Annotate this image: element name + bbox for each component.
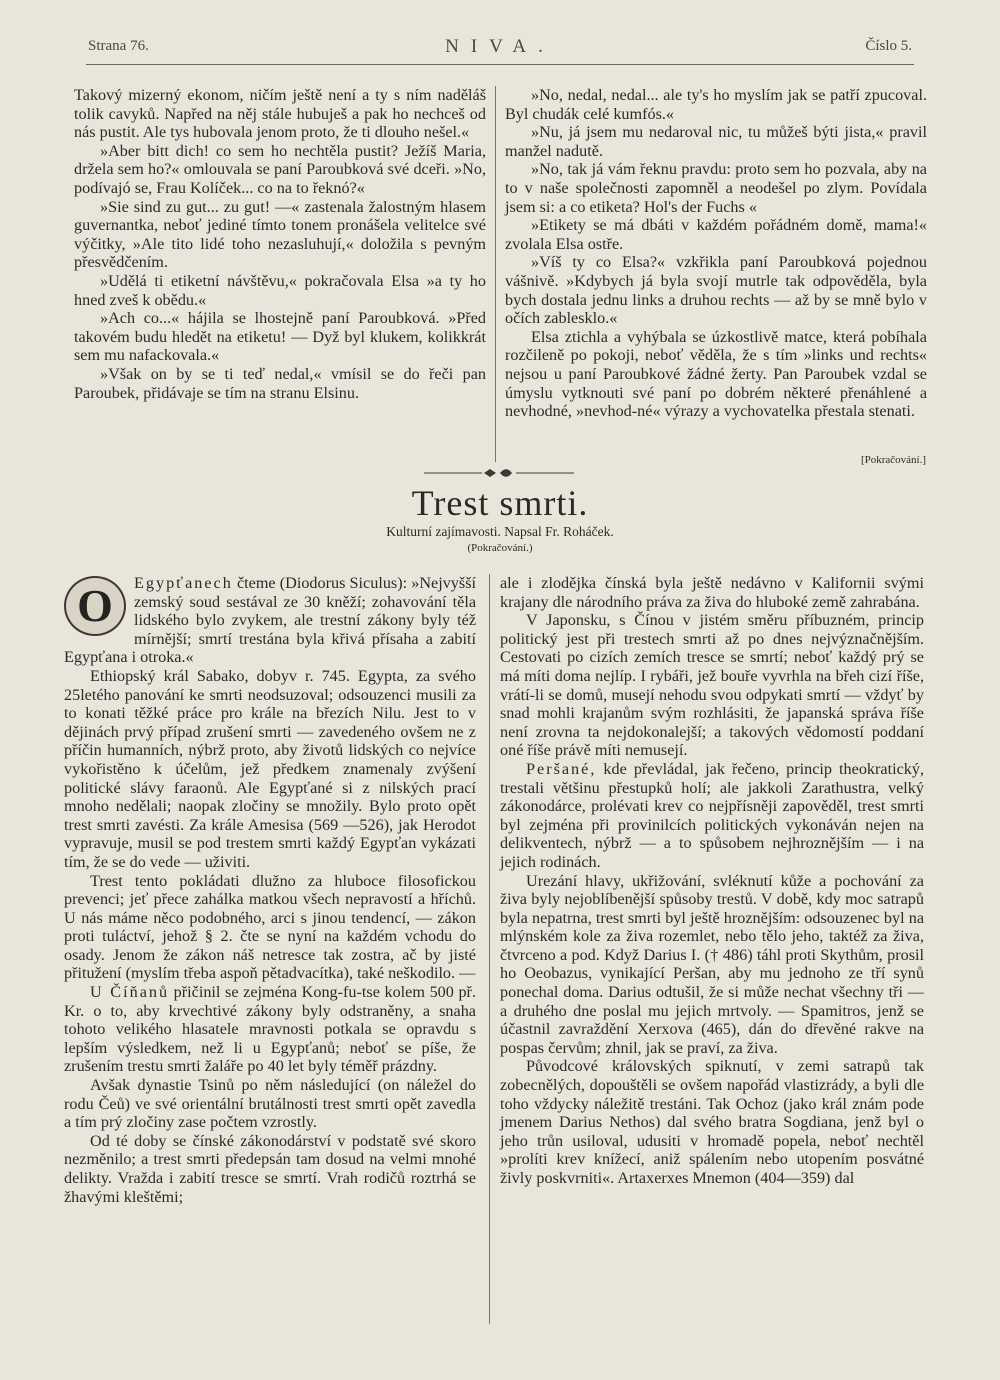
article-paragraph: ale i zlodějka čínská byla ještě nedávno v Kalifornii svými krajany dle národního práva za živa do hluboké země zahrabána. (500, 574, 924, 611)
journal-title: NIVA. (445, 36, 555, 57)
article-paragraph: V Japonsku, s Čínou v jistém směru příbuzném, princip politický jest při trestech smrti až po dnes nejvýznačnějším. Cestovati po cizích zemích tresce se smrtí; neboť každý prý se má míti doma nejlíp. I rybáři, jež bouře vyvrhla na břeh cizí říše, vrátí-li se domů, musejí nehodu svou odpykati smrtí — vždyť by snad mohli krajanům svým rozhlásiti, že japanská správa říše není zrovna ta nejdokonalejší; a takových vědomostí poddaní oné říše právě míti nemusejí. (500, 611, 924, 760)
story-paragraph: »Udělá ti etiketní návštěvu,« pokračovala Elsa »a ty ho hned zveš k obědu.« (74, 271, 486, 309)
column-divider (489, 574, 490, 1324)
page-number: Strana 76. (88, 38, 149, 54)
spaced-term: U Číňanů (90, 983, 170, 1002)
article-subtitle: Kulturní zajímavosti. Napsal Fr. Roháček. (386, 524, 614, 539)
header-rule (86, 64, 914, 65)
paragraph-text: kde převládal, jak řečeno, princip theokratický, trestali většinu přestupků holí; ale jakkoli Zarathustra, velký zákonodárce, prolévati krev co nejpřísněji zapověděl, trest smrti byl zejména při provinilcích politických vykonáván nejen na delikventech, nýbrž — a to spůsobem nejhroznějším — i na jejich rodinách. (500, 759, 924, 871)
first-word: Egypťanech (134, 574, 233, 592)
first-paragraph-text: čteme (Diodorus Siculus): »Nejvyšší zemský soud sestával ze 30 kněží; zohavování těla lidského bylo zvykem, ale trestní zákony byly též mírnější; smrtí trestána byla křivá přísaha a zabití Egypťana i otroka.« (64, 574, 476, 667)
article-column-right (500, 574, 924, 1188)
article-paragraph: Trest tento pokládati dlužno za hluboce filosofickou prevenci; jeť přece zahálka matkou všech nepravostí a hříchů. U nás máme něco podobného, arci s jinou tendencí, — zákon proti tuláctví, jehož § 2. čte se nyní na každém vchodu do osady. Jenom že zákon náš netresce tak zostra, ač by jisté přitužení (myslím třeba aspoň pětadvacítka), také neškodilo. — (64, 871, 476, 983)
story-column-left (74, 86, 486, 402)
continuation-note: [Pokračování.] (860, 454, 926, 466)
column-divider (495, 86, 496, 462)
paragraph-text: přičinil se zejména Kong-fu-tse kolem 500 př. Kr. o to, aby krvechtivé zákony byly odstraněny, a snaha tohoto velikého hlasatele mravnosti potkala se opravdu s lepším výsledkem, než li u Egypťanů; neboť se píše, že zrušením trestu smrti žaláře po 40 let byly téměř prázdny. (64, 983, 476, 1076)
article-continuation-note: (Pokračování.) (467, 542, 533, 554)
article-paragraph: Ethiopský král Sabako, dobyv r. 745. Egypta, za svého 25letého panování ke smrti neodsuzoval; odsouzenci musili za to konati těžké práce pro krále na březích Nilu. Jest to v dějinách prvý případ zrušení smrti — zavedeného ovšem ne z příčin humanních, nýbrž proto, aby životů lidských co nejvíce vykořistěno k účelům, jež předkem znamenaly zvýšení politické slávy faraonů. Ale Egypťané si z nilských prací mnoho nedělali; naopak zločiny se množily. Bylo proto opět trest smrti zavésti. Za krále Amesisa (569 —526), jak Herodot vypravuje, musil se pod trestem smrti každý Egypťan vykázati tím, že se do vede — uživiti. (64, 666, 476, 871)
article-paragraph: Avšak dynastie Tsinů po něm následující (on náležel do rodu Čeů) ve své orientální brutálnosti trest smrti opět zavedla a tím prý zločiny zase počtem vzrostly. (64, 1076, 476, 1132)
story-paragraph: »Ach co...« hájila se lhostejně paní Paroubková. »Před takovém budu hledět na etiketu! — Dyž byl klukem, kolikkrát sem mu nafackovala.« (74, 309, 486, 365)
story-paragraph: Elsa ztichla a vyhýbala se úzkostlivě matce, která pobíhala rozčileně po pokoji, neboť věděla, že s tím »links und rechts« nejsou u paní Paroubkové žádné žerty. Pan Paroubek vzdal se úmyslu vytknouti své paní po dobrém některé přenáhlené a nevhodné, »nevhod-né« výrazy a vychovatelka přestala stenati. (505, 327, 927, 421)
story-paragraph: »Víš ty co Elsa?« vzkřikla paní Paroubková pojednou vášnivě. »Kdybych já byla svojí mutrle tak odpověděla, byla bych dostala jednu links a druhou rechts — až by se mně bylo v očích zablesklo.« (505, 253, 927, 328)
ornament-divider-icon (424, 467, 574, 479)
article-title: Trest smrti. (411, 483, 589, 523)
decorative-initial: O (64, 576, 126, 636)
story-paragraph: Takový mizerný ekonom, ničím ještě není a ty s ním naděláš tolik cavyků. Napřed na něj stále hubuješ a pak ho nechceš od nás pustit. Ale tys hubovala jenom proto, že ti dlouho nešel.« (74, 86, 486, 142)
story-paragraph: »No, tak já vám řeknu pravdu: proto sem ho pozvala, aby na to v naše společnosti zapomněl a neodešel po zlym. Povídala jsem si: a co etiketa? Hol's der Fuchs « (505, 160, 927, 216)
article-paragraph (64, 983, 476, 1076)
issue-number: Číslo 5. (865, 38, 912, 54)
article-column-left (64, 574, 476, 1206)
story-paragraph: »Etikety se má dbáti v každém pořádném domě, mama!« zvolala Elsa ostře. (505, 216, 927, 253)
story-paragraph: »No, nedal, nedal... ale ty's ho myslím jak se patří zpucoval. Byl chudák celé kumfós.« (505, 86, 927, 123)
article-paragraph: Urezání hlavy, ukřižování, svléknutí kůže a pochování za živa byly nejoblíbenější spůsoby trestů. V době, kdy moc satrapů byla nepatrna, trest smrti byl ještě hroznějším: odsouzenec byl na mlýnském kole za živa rozemlet, nebo tělo jeho, taktéž za živa, čtvrceno a pod. Když Darius I. († 486) táhl proti Skythům, prosil ho Oeobazus, vynikající Peršan, aby mu jednoho ze tří synů ponechal doma. Darius odtušil, že si může nechat všechny tři — a druhého dne poslal mu jejich mrtvoly. — Spamitros, jenž se účastnil zavraždění Xerxova (465), dán do dřevěné rakve na pospas červům; zhnil, jak se praví, za živa. (500, 871, 924, 1057)
article-paragraph: Od té doby se čínské zákonodárství v podstatě své skoro nezměnilo; a trest smrti předepsán tam dosud na velmi mnohé delikty. Vražda i zabití tresce se smrtí. Vrah rodičů roztrhá se žhavými kleštěmi; (64, 1131, 476, 1206)
story-paragraph: »Nu, já jsem mu nedaroval nic, tu můžeš býti jista,« pravil manžel nadutě. (505, 123, 927, 160)
story-column-right (505, 86, 927, 421)
story-paragraph: »Aber bitt dich! co sem ho nechtěla pustit? Ježíš Maria, držela sem ho?« omlouvala se paní Paroubková své dceři. »No, podívajó se, Frau Kolíček... co na to řeknó?« (74, 141, 486, 197)
story-paragraph: »Však on by se ti teď nedal,« vmísil se do řeči pan Paroubek, přidávaje se tím na stranu Elsinu. (74, 364, 486, 402)
article-paragraph (500, 760, 924, 872)
spaced-term: Peršané, (526, 759, 597, 778)
article-paragraph (64, 574, 476, 667)
story-paragraph: »Sie sind zu gut... zu gut! —« zastenala žalostným hlasem guvernantka, neboť jediné tímto tonem pronášela velitelce své výčitky, »Ale tito lidé toho nezasluhují,« doložila s pevným přesvědčením. (74, 197, 486, 272)
article-paragraph: Původcové královských spiknutí, v zemi satrapů tak zobecnělých, dopouštěli se ovšem napořád vlastizrády, a byli dle toho vždycky náležitě trestáni. Tak Ochoz (jako král znám pode jmenem Darius Nethos) dal svého bratra Sogdiana, jenž byl o jeho trůn usiloval, udusiti v hromadě popela, neboť nechtěl »prolíti krev knížecí, aniž spálením nebo utopením posvátné živly poskvrniti«. Artaxerxes Mnemon (404—359) dal (500, 1057, 924, 1187)
